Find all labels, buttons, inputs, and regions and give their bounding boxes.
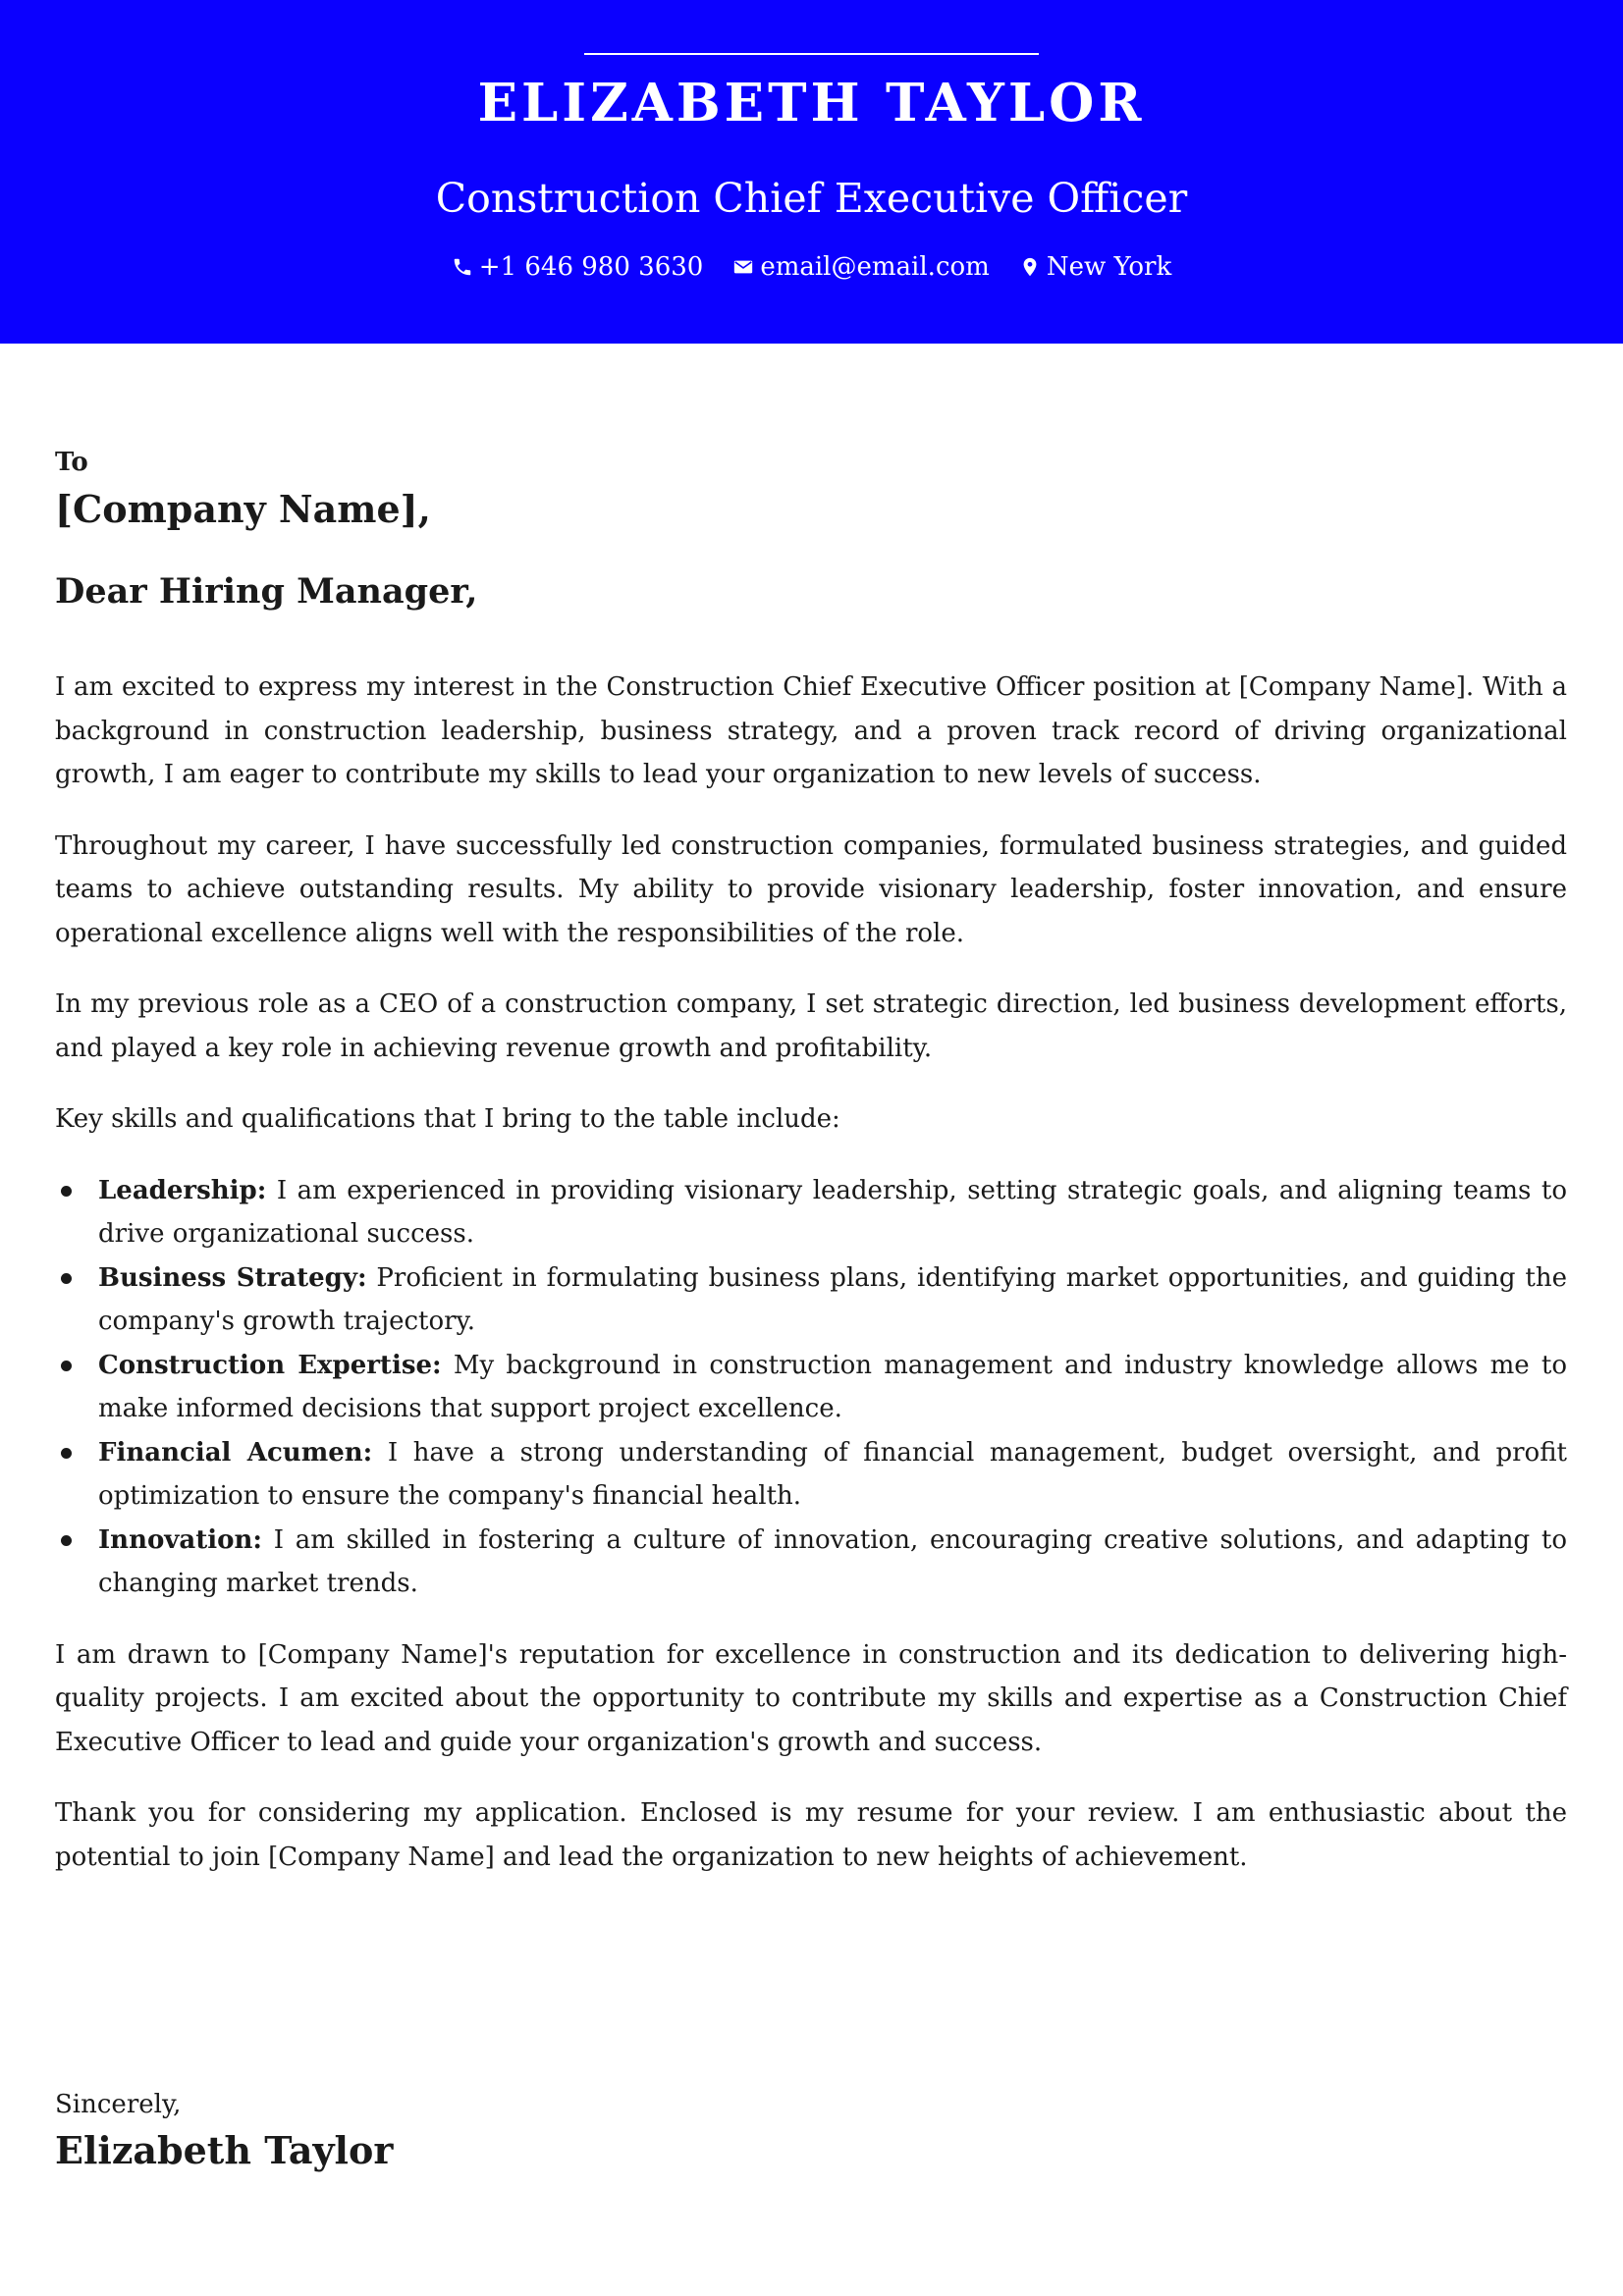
contact-email bbox=[732, 245, 989, 289]
envelope-icon bbox=[732, 256, 754, 278]
contact-info bbox=[0, 245, 1623, 289]
skill-description: Proficient in formulating business plans, identifying market opportunities, and guiding the company's growth trajectory. bbox=[98, 1262, 1567, 1336]
bullet-icon bbox=[61, 1448, 72, 1459]
contact-phone bbox=[452, 245, 704, 289]
contact-location bbox=[1019, 245, 1171, 289]
closing-phrase: Sincerely, bbox=[55, 2090, 182, 2119]
applicant-name: ELIZABETH TAYLOR bbox=[477, 73, 1146, 133]
skill-item bbox=[55, 1344, 1567, 1431]
skill-name: Innovation: bbox=[98, 1524, 262, 1555]
skill-name: Business Strategy: bbox=[98, 1262, 367, 1293]
body-paragraph: Thank you for considering my application. Enclosed is my resume for your review. I am enthusiastic about the potential to join [Company Name] and lead the organization to new heights of achievement. bbox=[55, 1798, 1567, 1872]
skills-intro: Key skills and qualifications that I bring to the table include: bbox=[55, 1104, 840, 1134]
skill-name: Financial Acumen: bbox=[98, 1437, 373, 1468]
skill-item bbox=[55, 1256, 1567, 1344]
body-paragraph: I am drawn to [Company Name]'s reputation for excellence in construction and its dedication to delivering high-quality projects. I am excited about the opportunity to contribute my skills and expertise as a Construction Chief Executive Officer to lead and guide your organization's growth and success. bbox=[55, 1639, 1567, 1757]
skills-list bbox=[55, 1169, 1567, 1606]
skill-name: Construction Expertise: bbox=[98, 1350, 442, 1380]
signature-name: Elizabeth Taylor bbox=[55, 2128, 394, 2172]
bullet-icon bbox=[61, 1186, 72, 1197]
bullet-icon bbox=[61, 1273, 72, 1284]
bullet-icon bbox=[61, 1535, 72, 1546]
salutation: Dear Hiring Manager, bbox=[55, 571, 478, 612]
recipient-label: To bbox=[55, 448, 88, 477]
phone-icon bbox=[452, 256, 473, 278]
skill-description: I have a strong understanding of financial management, budget oversight, and profit optimization to ensure the company's financial health. bbox=[98, 1437, 1568, 1511]
location-text: New York bbox=[1046, 252, 1172, 282]
skill-description: I am experienced in providing visionary leadership, setting strategic goals, and aligning teams to drive organizational success. bbox=[98, 1175, 1567, 1249]
body-paragraph: In my previous role as a CEO of a construction company, I set strategic direction, led business development efforts, and played a key role in achieving revenue growth and profitability. bbox=[55, 989, 1567, 1063]
body-paragraph: Throughout my career, I have successfully led construction companies, formulated business strategies, and guided teams to achieve outstanding results. My ability to provide visionary leadership, foster innovation, and ensure operational excellence aligns well with the responsibilities of the role. bbox=[55, 830, 1567, 948]
recipient-company: [Company Name], bbox=[55, 487, 431, 531]
skill-name: Leadership: bbox=[98, 1175, 267, 1205]
skill-description: I am skilled in fostering a culture of innovation, encouraging creative solutions, and adapting to changing market trends. bbox=[98, 1524, 1567, 1598]
skill-description: My background in construction management and industry knowledge allows me to make informed decisions that support project excellence. bbox=[98, 1350, 1567, 1423]
letter-header bbox=[0, 0, 1623, 344]
skill-item bbox=[55, 1431, 1567, 1519]
map-marker-icon bbox=[1019, 256, 1041, 278]
skill-item bbox=[55, 1169, 1567, 1256]
skill-item bbox=[55, 1519, 1567, 1606]
letter-body bbox=[55, 440, 1567, 1879]
bullet-icon bbox=[61, 1361, 72, 1371]
header-divider bbox=[584, 53, 1039, 55]
email-address: email@email.com bbox=[760, 252, 990, 282]
job-title: Construction Chief Executive Officer bbox=[435, 175, 1188, 222]
phone-number: +1 646 980 3630 bbox=[478, 252, 704, 282]
body-paragraph: I am excited to express my interest in the Construction Chief Executive Officer position at [Company Name]. With a background in construction leadership, business strategy, and a proven track record of driving organizational growth, I am eager to contribute my skills to lead your organization to new levels of success. bbox=[55, 672, 1567, 789]
